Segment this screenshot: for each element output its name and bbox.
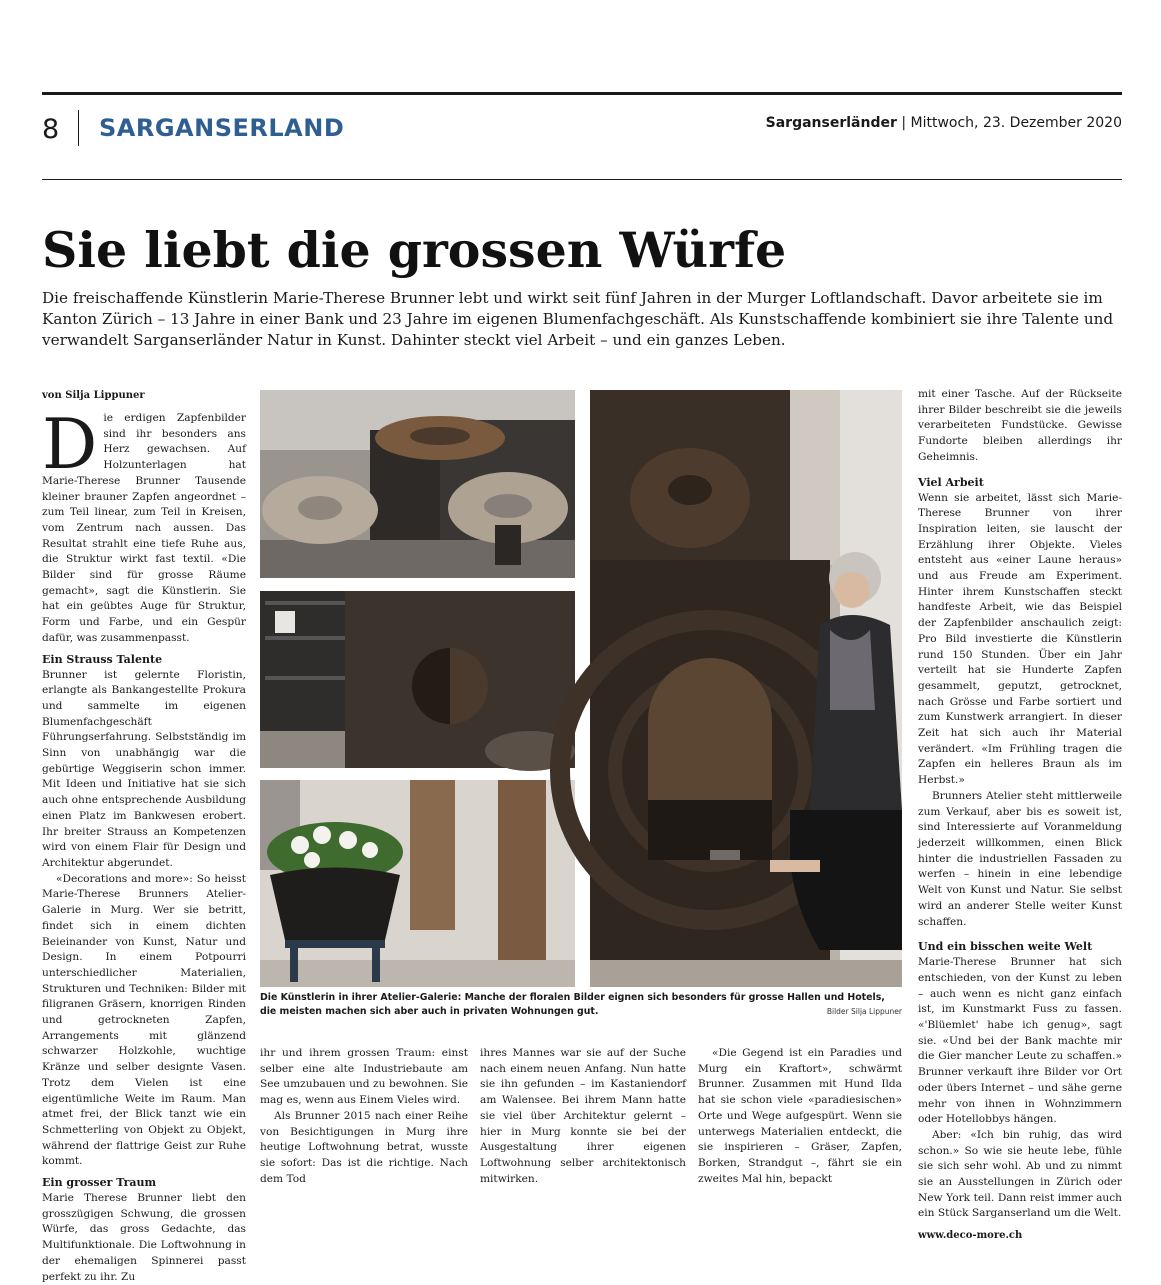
newspaper-name: Sarganserländer: [765, 115, 897, 131]
paragraph: Marie-Therese Brunner hat sich entschieden, von der Kunst zu leben – auch wenn es nicht ganz einfach ist, im Kunstmarkt Fuss zu fassen. «'Blüemlet' habe ich genug», sagt sie. «Und bei der Bank machte mir die Gier mancher Leute zu schaffen.» Brunner verkauft ihre Bilder vor Ort oder übers Internet – und sähe gerne mehr von ihnen in Wohnzimmern oder Hotellobbys hängen.: [918, 956, 1122, 1126]
masthead: [766, 115, 1122, 131]
paragraph: [42, 405, 246, 647]
subheading: Viel Arbeit: [918, 475, 984, 489]
header-bottom-rule: [42, 179, 1122, 180]
article-headline: Sie liebt die grossen Würfe: [42, 221, 787, 279]
paragraph: Marie Therese Brunner liebt den grosszügigen Schwung, die grossen Würfe, das gross Gedachte, das Multifunktionale. Die Loftwohnung in der ehemaligen Spinnerei passt perfekt zu ihr. Zu: [42, 1192, 246, 1283]
subheading: Und ein bisschen weite Welt: [918, 940, 1093, 954]
paragraph: Brunner ist gelernte Floristin, erlangte als Bankangestellte Prokura und sammelte im eigenen Blumenfachgeschäft Führungserfahrung. Selbstständig im Sinn von unabhängig war die gebürtige Weggiserin schon immer. Mit Ideen und Initiative hat sie sich auch ohne entsprechende Ausbildung einen Platz im Bankwesen erobert. Ihr breiter Strauss an Kompetenzen wird von einem Flair für Design und Architektur abgerundet.: [42, 668, 246, 869]
photo-cone-sphere-artwork: [260, 591, 575, 768]
issue-date: Mittwoch, 23. Dezember 2020: [910, 115, 1122, 131]
paragraph: mit einer Tasche. Auf der Rückseite ihrer Bilder beschreibt sie die jeweils verarbeiteten Fundstücke. Gewisse Fundorte bleiben allerdings ihr Geheimnis.: [918, 388, 1122, 463]
article-lead: Die freischaffende Künstlerin Marie-Therese Brunner lebt und wirkt seit fünf Jahren in der Murger Loftlandschaft. Davor arbeitete sie im Kanton Zürich – 13 Jahre in einer Bank und 23 Jahre im eigenen Blumenfachgeschäft. Als Kunstschaffende kombiniert sie ihre Talente und verwandelt Sarganserländer Natur in Kunst. Dahinter steckt viel Arbeit – und ein ganzes Leben.: [42, 289, 1114, 349]
top-rule: [42, 92, 1122, 95]
masthead-separator: |: [896, 115, 911, 131]
paragraph: Aber: «Ich bin ruhig, das wird schon.» So wie sie heute lebe, fühle sie sich sehr wohl. Ab und zu nimmt sie an Ausstellungen in Zürich oder New York teil. Dann reist immer auch ein Stück Sarganserland um die Welt.: [918, 1128, 1122, 1220]
photo-wreaths: [260, 390, 575, 578]
text-column-2: [260, 1046, 468, 1185]
subheading: Ein grosser Traum: [42, 1176, 157, 1190]
header-divider: [78, 110, 79, 146]
drop-cap: D: [42, 405, 98, 485]
byline: von Silja Lippuner: [42, 390, 145, 401]
subheading: Ein Strauss Talente: [42, 652, 163, 666]
photo-caption: Die Künstlerin in ihrer Atelier-Galerie: Manche der floralen Bilder eignen sich besonders für grosse Hallen und Hotels, die meisten machen sich aber auch in privaten Wohnungen gut.: [260, 992, 885, 1017]
text-column-5: [918, 387, 1122, 1242]
paragraph: ihres Mannes war sie auf der Suche nach einem neuen Anfang. Nun hatte sie ihn gefunden – im Kastaniendorf am Walensee. Bei ihrem Mann hatte sie viel über Architektur gelernt – hier in Murg konnte sie bei der Ausgestaltung ihrer eigenen Loftwohnung selber architektonisch mitwirken.: [480, 1047, 686, 1185]
paragraph: Brunners Atelier steht mittlerweile zum Verkauf, aber bis es soweit ist, sind Interessierte auf Voranmeldung jederzeit willkommen, einen Blick hinter die industriellen Fassaden zu werfen – hinein in eine lebendige Welt von Kunst und Natur. Sie selbst wird an anderer Stelle weiter Kunst schaffen.: [918, 789, 1122, 928]
photo-credit: Bilder Silja Lippuner: [826, 1007, 902, 1016]
page-number: 8: [42, 114, 60, 145]
section-title: SARGANSERLAND: [99, 114, 345, 142]
paragraph: Wenn sie arbeitet, lässt sich Marie-Therese Brunner von ihrer Inspiration leiten, sie lauscht der Erzählung ihrer Objekte. Vieles entsteht aus «einer Laune heraus» und aus Freude am Experiment. Hinter ihrem Kunstschaffen steckt handfeste Arbeit, wie das Beispiel der Zapfenbilder anschaulich zeigt: Pro Bild investierte die Künstlerin rund 150 Stunden. Über ein Jahr verteilt hat sie Hunderte Zapfen gesammelt, geputzt, getrocknet, nach Grösse und Farbe sortiert und zum Kunstwerk arrangiert. In dieser Zeit hat sich auch ihr Material verändert. «Im Frühling tragen die Zapfen ein helleres Braun als im Herbst.»: [918, 491, 1122, 787]
paragraph: «Die Gegend ist ein Paradies und Murg ein Kraftort», schwärmt Brunner. Zusammen mit Hund Ilda hat sie schon viele «paradiesischen» Orte und Wege aufgespürt. Wenn sie unterwegs Materialien entdeckt, die sie inspirieren – Gräser, Zapfen, Borken, Strandgut –, fährt sie ein zweites Mal hin, bepackt: [698, 1047, 902, 1185]
text-column-4: [698, 1046, 902, 1185]
text-column-3: [480, 1046, 686, 1185]
text-column-1: [42, 389, 246, 1283]
website-link[interactable]: www.deco-more.ch: [918, 1230, 1023, 1242]
paragraph-text: ie erdigen Zapfenbilder sind ihr besonders ans Herz gewachsen. Auf Holzunterlagen hat Marie-Therese Brunner Tausende kleiner brauner Zapfen angeordnet – zum Teil linear, zum Teil in Kreisen, vom Zentrum nach aussen. Das Resultat strahlt eine tiefe Ruhe aus, die Struktur wirkt fast textil. «Die Bilder sind für grosse Räume gemacht», sagt die Künstlerin. Sie hat ein geübtes Auge für Struktur, Form und Farbe, und ein Gespür dafür, was zusammenpasst.: [42, 412, 246, 644]
paragraph: ihr und ihrem grossen Traum: einst selber eine alte Industriebaute am See umzubauen und zu bewohnen. Sie mag es, wenn aus Einem Vieles wird.: [260, 1047, 468, 1107]
photo-flower-bowl: [260, 780, 575, 987]
paragraph: Als Brunner 2015 nach einer Reihe von Besichtigungen in Murg ihre heutige Loftwohnung betrat, wusste sie sofort: Das ist die richtige. Nach dem Tod: [260, 1109, 468, 1185]
paragraph: «Decorations and more»: So heisst Marie-Therese Brunners Atelier-Galerie in Murg. Wer sie betritt, findet sich in einem dichten Beieinander von Kunst, Natur und Design. In einem Potpourri unterschiedlicher Materialien, Strukturen und Techniken: Bilder mit filigranen Gräsern, knorrigen Rinden und getrockneten Zapfen, Arrangements mit glänzend schwarzer Holzkohle, wuchtige Kränze und selber designte Vasen. Trotz dem Vielen ist eine eigentümliche Weite im Raum. Man atmet frei, der Blick tanzt wie ein Schmetterling von Objekt zu Objekt, während der flattrige Geist zur Ruhe kommt.: [42, 872, 246, 1168]
photo-artist-with-artwork: [590, 390, 902, 987]
